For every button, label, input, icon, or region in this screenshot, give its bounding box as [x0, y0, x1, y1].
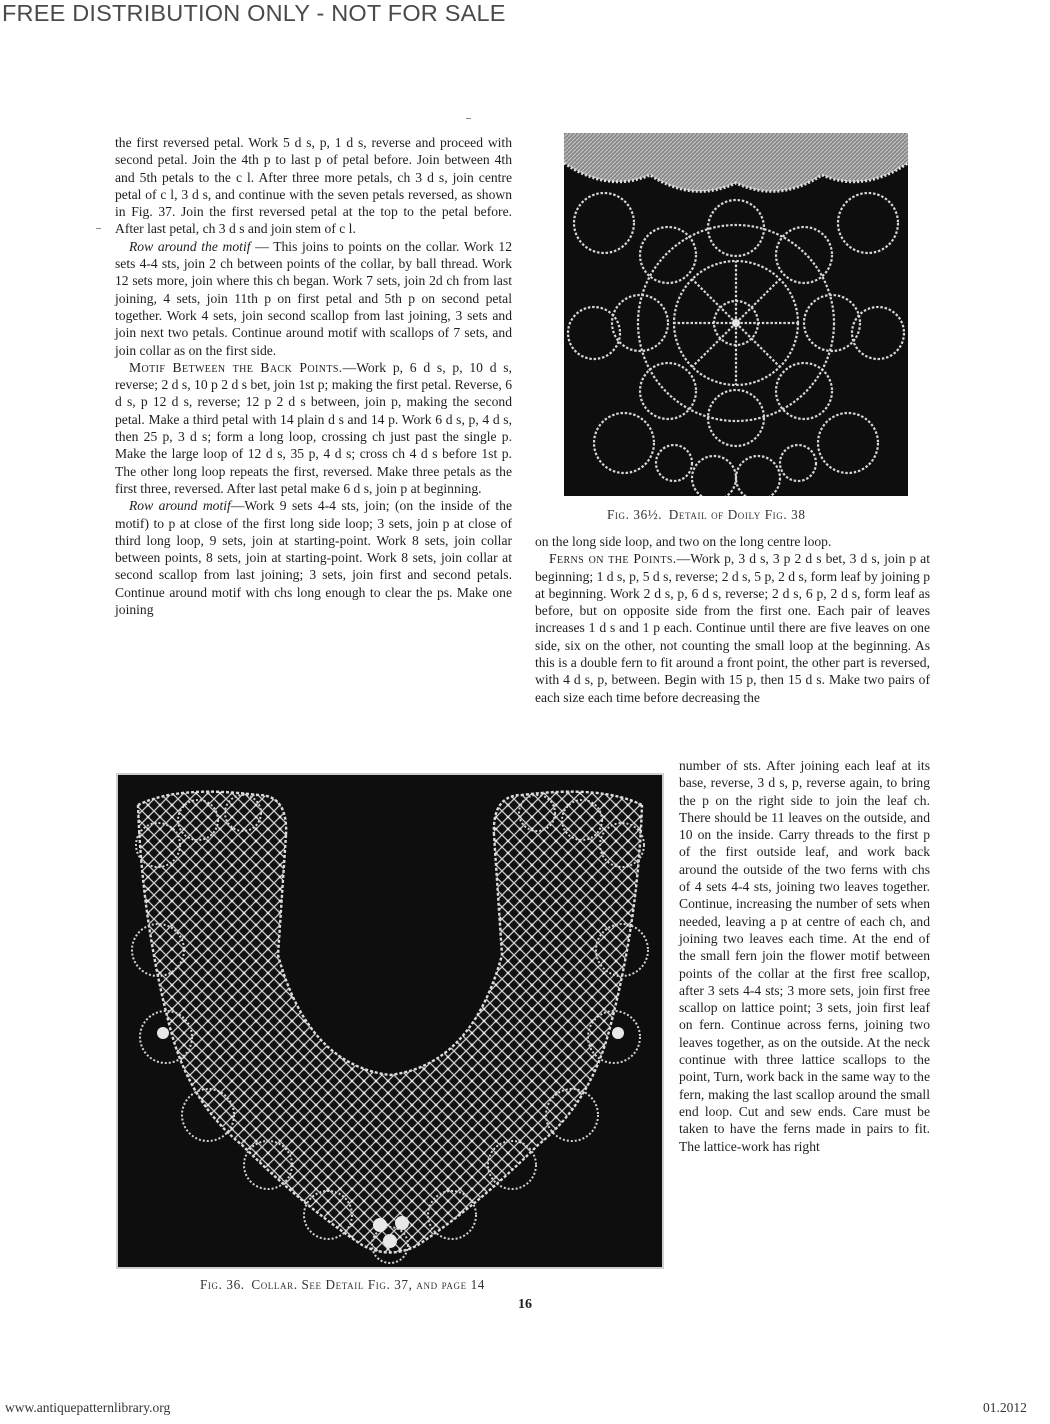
- figure-title: Collar. See Detail Fig. 37, and page 14: [251, 1277, 485, 1292]
- section-heading: Motif Between the Back Points.: [129, 359, 343, 375]
- paragraph: [115, 238, 512, 359]
- footer-website: www.antiquepatternlibrary.org: [5, 1400, 171, 1415]
- paragraph-continued: number of sts. After joining each leaf at its base, reverse, 3 d s, p, reverse again, to bring the p on the right side to join the leaf ch. There should be 11 leaves on the outside, and 10 on the inside. Carry threads to the first p of the first outside leaf, and work back around the outside of the two ferns with chs of 4 sets 4-4 sts, joining two leaves together. Continue, increasing the number of sets when needed, leaving a p at centre of each ch, and joining two leaves each time. At the end of the small fern join the flower motif between points of the collar at the first free scallop, after 3 sets 4-4 sts; 3 more sets, join first free scallop on lattice point; 3 sets, join first leaf on fern. Continue across ferns, joining two leaves together, as on the outside. At the neck continue with three lattice scallops to the point, Turn, work back in the same way to the fern, making the last scallop around the small end loop. Cut and sew ends. Care must be taken to have the ferns made in pairs to fit. The lattice-work has right: [679, 758, 930, 1154]
- distribution-banner: FREE DISTRIBUTION ONLY - NOT FOR SALE: [2, 0, 506, 26]
- paragraph-body: —Work p, 6 d s, p, 10 d s, reverse; 2 d s, 10 p 2 d s bet, join 1st p; making the first petal. Reverse, 6 d s, p 12 d s, reverse; 12 p 2 d s between, join p, making the second petal. Make a third petal with 14 plain d s and 14 p. Work 6 d s, p, 4 d s, then 25 p, 3 d s; form a long loop, crossing ch just past the single p. Make the large loop of 12 d s, 35 p, 4 d s; cross ch 4 d s before 1st p. The other long loop repeats the first, reversed. Make three petals as the first three, reversed. After last petal make 6 d s, join p at beginning.: [115, 359, 512, 496]
- page-mark: [96, 228, 101, 229]
- doily-lace-illustration: [564, 133, 908, 496]
- footer-date: 01.2012: [983, 1400, 1027, 1415]
- page-mark: [466, 118, 471, 119]
- paragraph-heading: Row around motif: [129, 498, 231, 514]
- left-text-column: [115, 134, 512, 618]
- right-text-column: [535, 533, 930, 706]
- page-number: 16: [518, 1297, 532, 1312]
- paragraph: [115, 359, 512, 497]
- section-heading: Ferns on the Points.: [549, 551, 677, 567]
- doily-caption: [607, 507, 806, 523]
- paragraph: [115, 497, 512, 618]
- paragraph-body: —Work 9 sets 4-4 sts, join; (on the inside of the motif) to p at close of the first long side loop; 3 sets, join p at close of third long loop, 9 sets, join at starting-point. Work 8 sets, join collar between points, 8 sets, join at starting-point. Work 8 sets, join collar at second scallop from last joining; 3 sets, join first and second petals. Continue around motif with chs long enough to clear the ps. Make one joining: [115, 498, 512, 618]
- figure-number: Fig. 36.: [200, 1277, 245, 1292]
- figure-number: Fig. 36½.: [607, 507, 663, 522]
- right-narrow-text-column: [679, 757, 930, 1155]
- collar-photo: [116, 773, 664, 1269]
- figure-title: Detail of Doily Fig. 38: [668, 507, 806, 522]
- doily-detail-photo: [564, 133, 908, 496]
- collar-caption: [200, 1277, 485, 1293]
- paragraph: the first reversed petal. Work 5 d s, p, 1 d s, reverse and proceed with second petal. Join the 4th p to last p of petal before. Join between 4th and 5th petals to the c l. After three more petals, ch 3 d s, join centre petal of c l, 3 d s, and continue with the seven petals reversed, as shown in Fig. 37. Join the first reversed petal at the top to the petal before. After last petal, ch 3 d s and join stem of c l.: [115, 135, 512, 237]
- paragraph: on the long side loop, and two on the long centre loop.: [535, 534, 832, 549]
- paragraph-heading: Row around the motif: [129, 238, 251, 254]
- paragraph-body: —Work p, 3 d s, 3 p 2 d s bet, 3 d s, join p at beginning; 1 d s, p, 5 d s, reverse; 2 d s, 5 p, 2 d s, form leaf by joining p at beginning. Work 2 d s, p, 6 d s, reverse; 2 d s, 6 p, 2 d s, form leaf as before, but on opposite side from the first one. Each pair of leaves increases 1 d s and 1 p each. Continue until there are five leaves on one side, six on the other, not counting the small loop at the beginning. As this is a double fern to fit around a front point, the other part is reversed, with 4 d s, p, between. Begin with 15 p, then 15 d s. Make two pairs of each size each time before decreasing the: [535, 551, 930, 705]
- paragraph: [535, 550, 930, 706]
- paragraph-body: — This joins to points on the collar. Work 12 sets 4-4 sts, join 2 ch between points of the collar, by ball thread. Work 12 sets more, join where this ch began. Work 7 sets, join 2d ch from last joining, 4 sets, join 11th p on first petal and 5th p on second petal together. Work 4 sets, join second scallop from last joining, 3 sets and join next two petals. Continue around motif with scallops of 7 sets, and join collar as on the first side.: [115, 238, 513, 358]
- collar-lace-illustration: [118, 775, 662, 1267]
